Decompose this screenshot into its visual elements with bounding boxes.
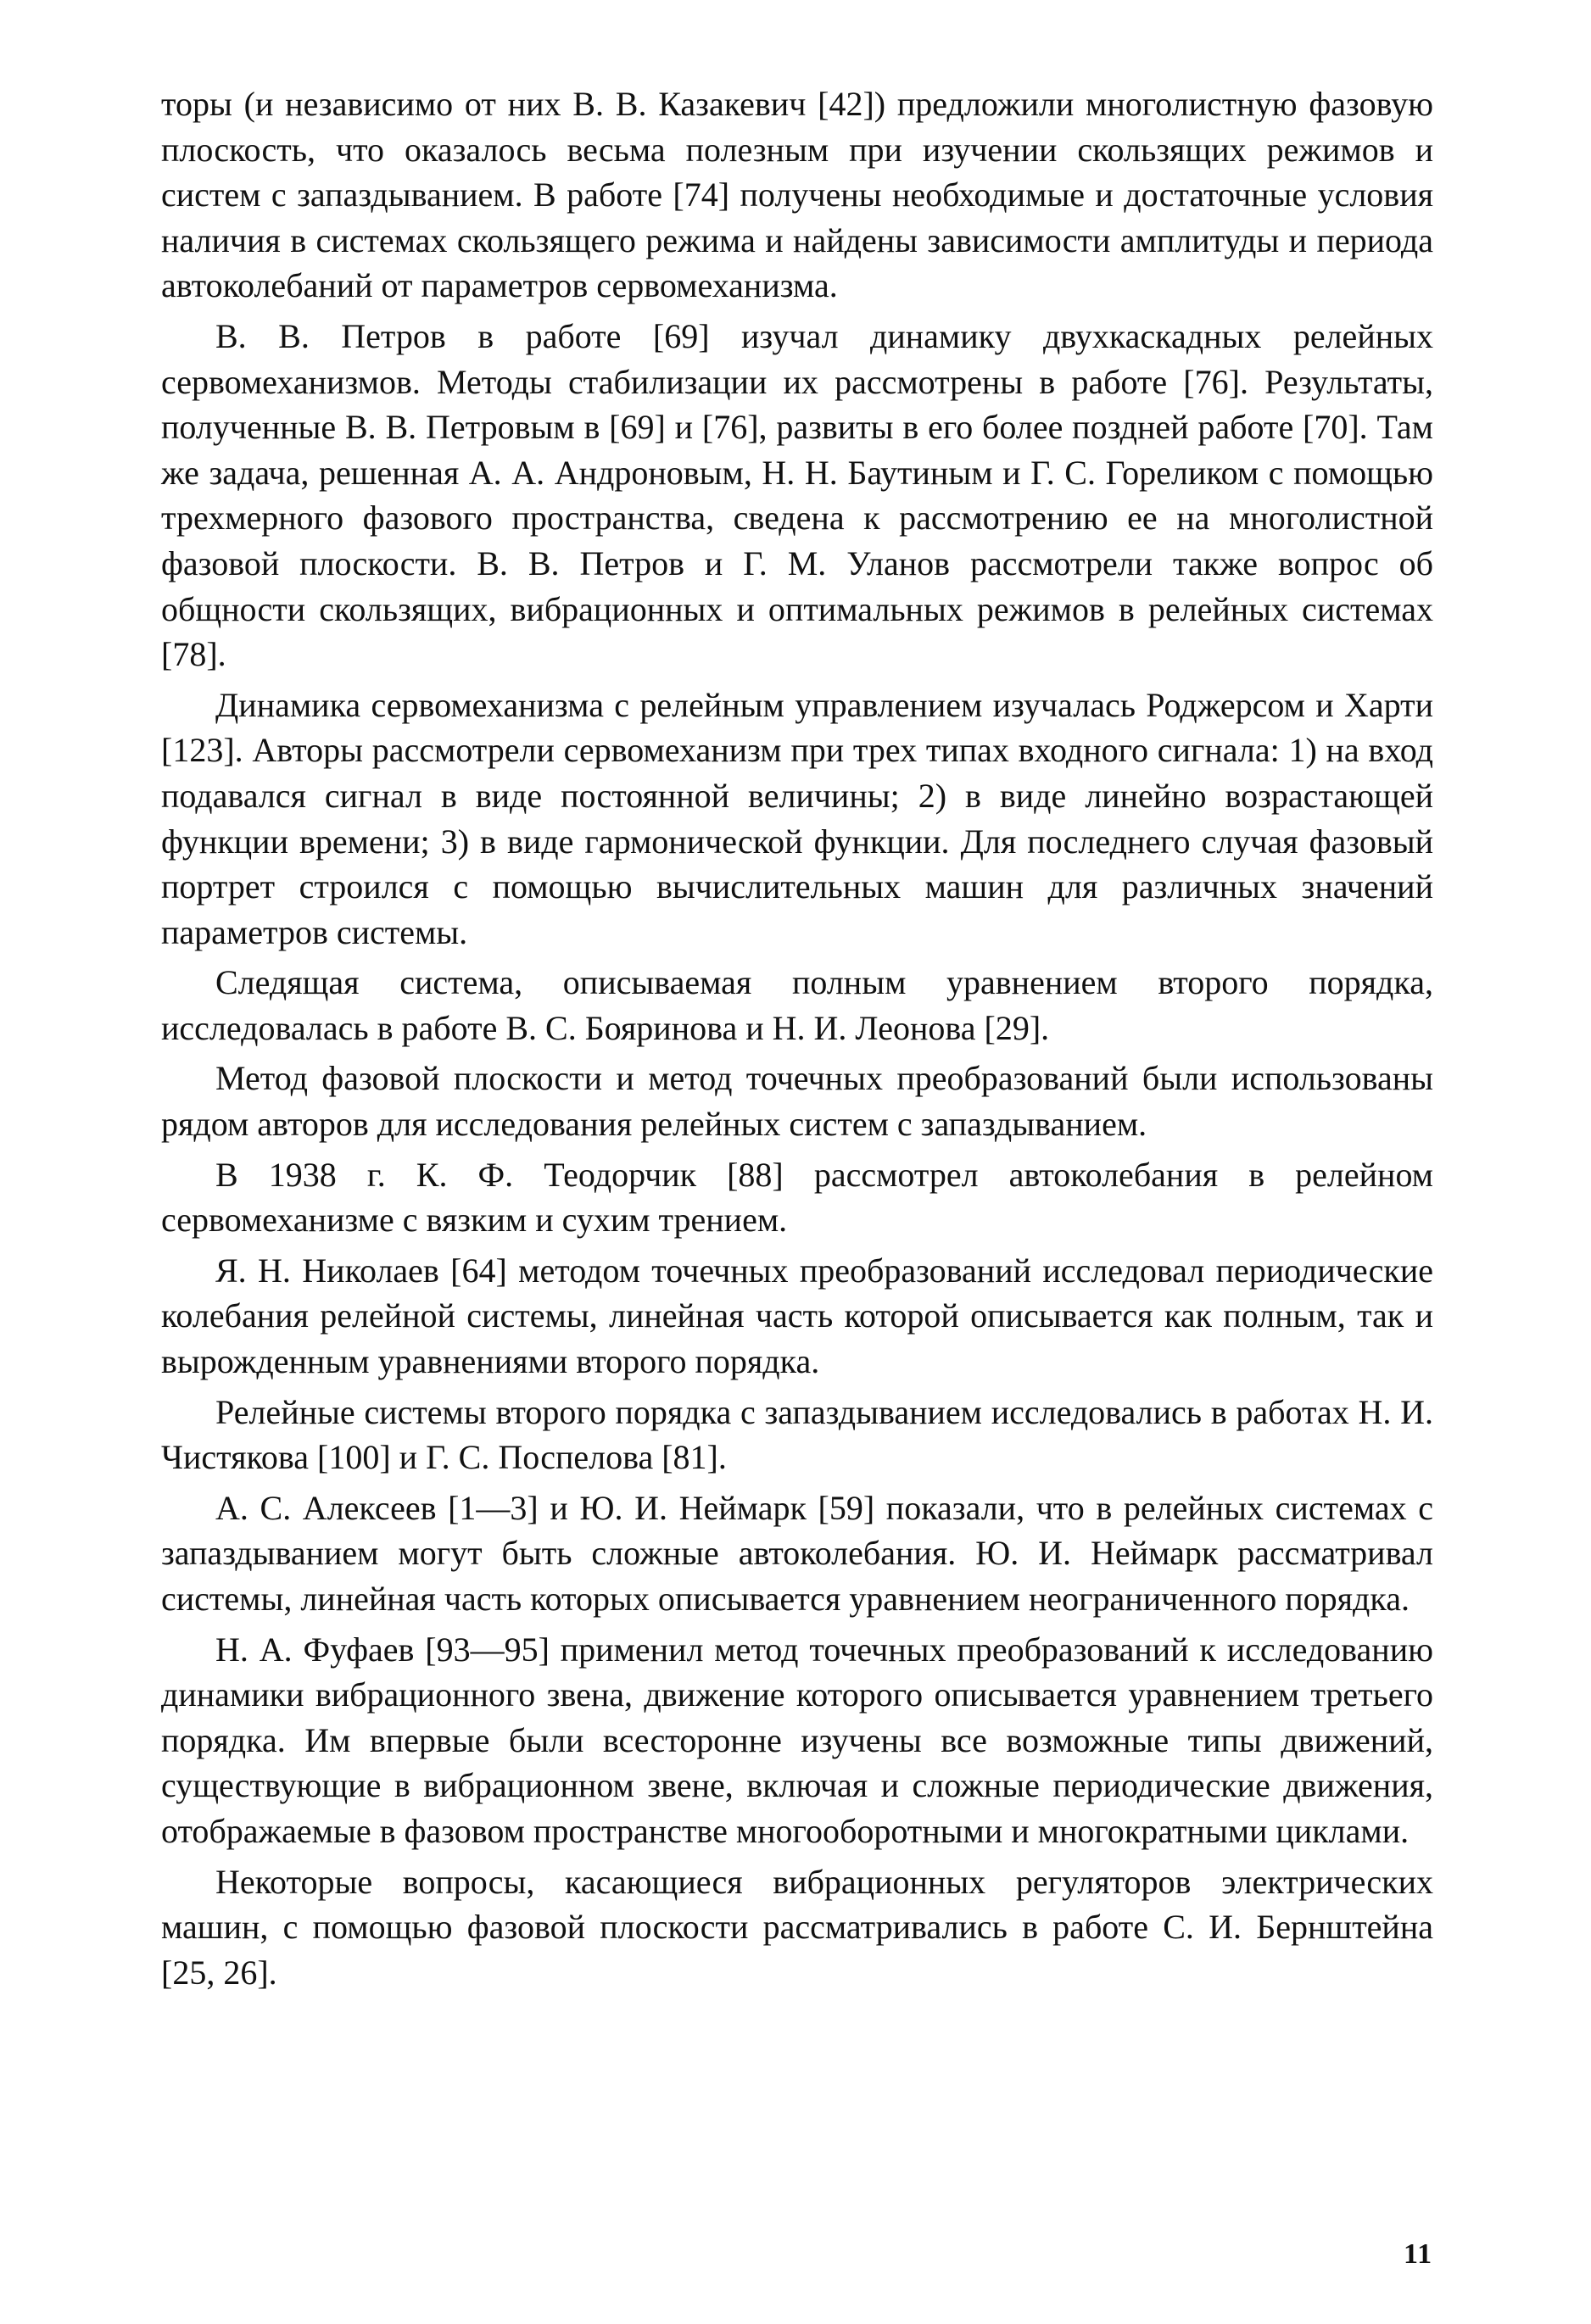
paragraph-nikolaev: Я. Н. Николаев [64] методом точечных преобразований исследовал периодические колебания релейной системы, линейная часть которой описывается как полным, так и вырожденным уравнениями второго порядка. [161,1251,1433,1381]
paragraph-petrov: В. В. Петров в работе [69] изучал динамику двухкаскадных релейных сервомеханизмов. Методы стабилизации их рассмотрены в работе [76]. Результаты, полученные В. В. Петровым в [69] и [76], развиты в его более поздней работе [70]. Там же задача, решенная А. А. Андроновым, Н. Н. Баутиным и Г. С. Гореликом с помощью трехмерного фазового пространства, сведена к рассмотрению ее на многолистной фазовой плоскости. В. В. Петров и Г. М. Уланов рассмотрели также вопрос об общности скользящих, вибрационных и оптимальных режимов в релейных системах [78]. [161,316,1433,674]
page-body [161,81,1433,2000]
paragraph-bernshtein: Некоторые вопросы, касающиеся вибрационных регуляторов электрических машин, с помощью фазовой плоскости рассматривались в работе С. И. Бернштейна [25, 26]. [161,1862,1433,1992]
paragraph-continuation: торы (и независимо от них В. В. Казакевич [42]) предложили многолистную фазовую плоскость, что оказалось весьма полезным при изучении скользящих режимов и систем с запаздыванием. В работе [74] получены необходимые и достаточные условия наличия в системах скользящего режима и найдены зависимости амплитуды и периода автоколебаний от параметров сервомеханизма. [161,85,1433,305]
paragraph-boyarinov-leonov: Следящая система, описываемая полным уравнением второго порядка, исследовалась в работе В. С. Бояринова и Н. И. Леонова [29]. [161,963,1433,1047]
paragraph-relay-second-order: Релейные системы второго порядка с запаздыванием исследовались в работах Н. И. Чистякова [100] и Г. С. Поспелова [81]. [161,1392,1433,1477]
paragraph-alekseev-neimark: А. С. Алексеев [1—3] и Ю. И. Неймарк [59] показали, что в релейных системах с запаздыванием могут быть сложные автоколебания. Ю. И. Неймарк рассматривал системы, линейная часть которых описывается уравнением неограниченного порядка. [161,1488,1433,1618]
paragraph-rodgers-harty: Динамика сервомеханизма с релейным управлением изучалась Роджерсом и Харти [123]. Авторы рассмотрели сервомеханизм при трех типах входного сигнала: 1) на вход подавался сигнал в виде постоянной величины; 2) в виде линейно возрастающей функции времени; 3) в виде гармонической функции. Для последнего случая фазовый портрет строился с помощью вычислительных машин для различных значений параметров системы. [161,685,1433,951]
page-number: 11 [1404,2238,1433,2270]
paragraph-teodorchik: В 1938 г. К. Ф. Теодорчик [88] рассмотрел автоколебания в релейном сервомеханизме с вязким и сухим трением. [161,1155,1433,1240]
paragraph-fufaev: Н. А. Фуфаев [93—95] применил метод точечных преобразований к исследованию динамики вибрационного звена, движение которого описывается уравнением третьего порядка. Им впервые были всесторонне изучены все возможные типы движений, существующие в вибрационном звене, включая и сложные периодические движения, отображаемые в фазовом пространстве многооборотными и многократными циклами. [161,1630,1433,1850]
paragraph-phase-plane-method: Метод фазовой плоскости и метод точечных преобразований были использованы рядом авторов для исследования релейных систем с запаздыванием. [161,1059,1433,1144]
